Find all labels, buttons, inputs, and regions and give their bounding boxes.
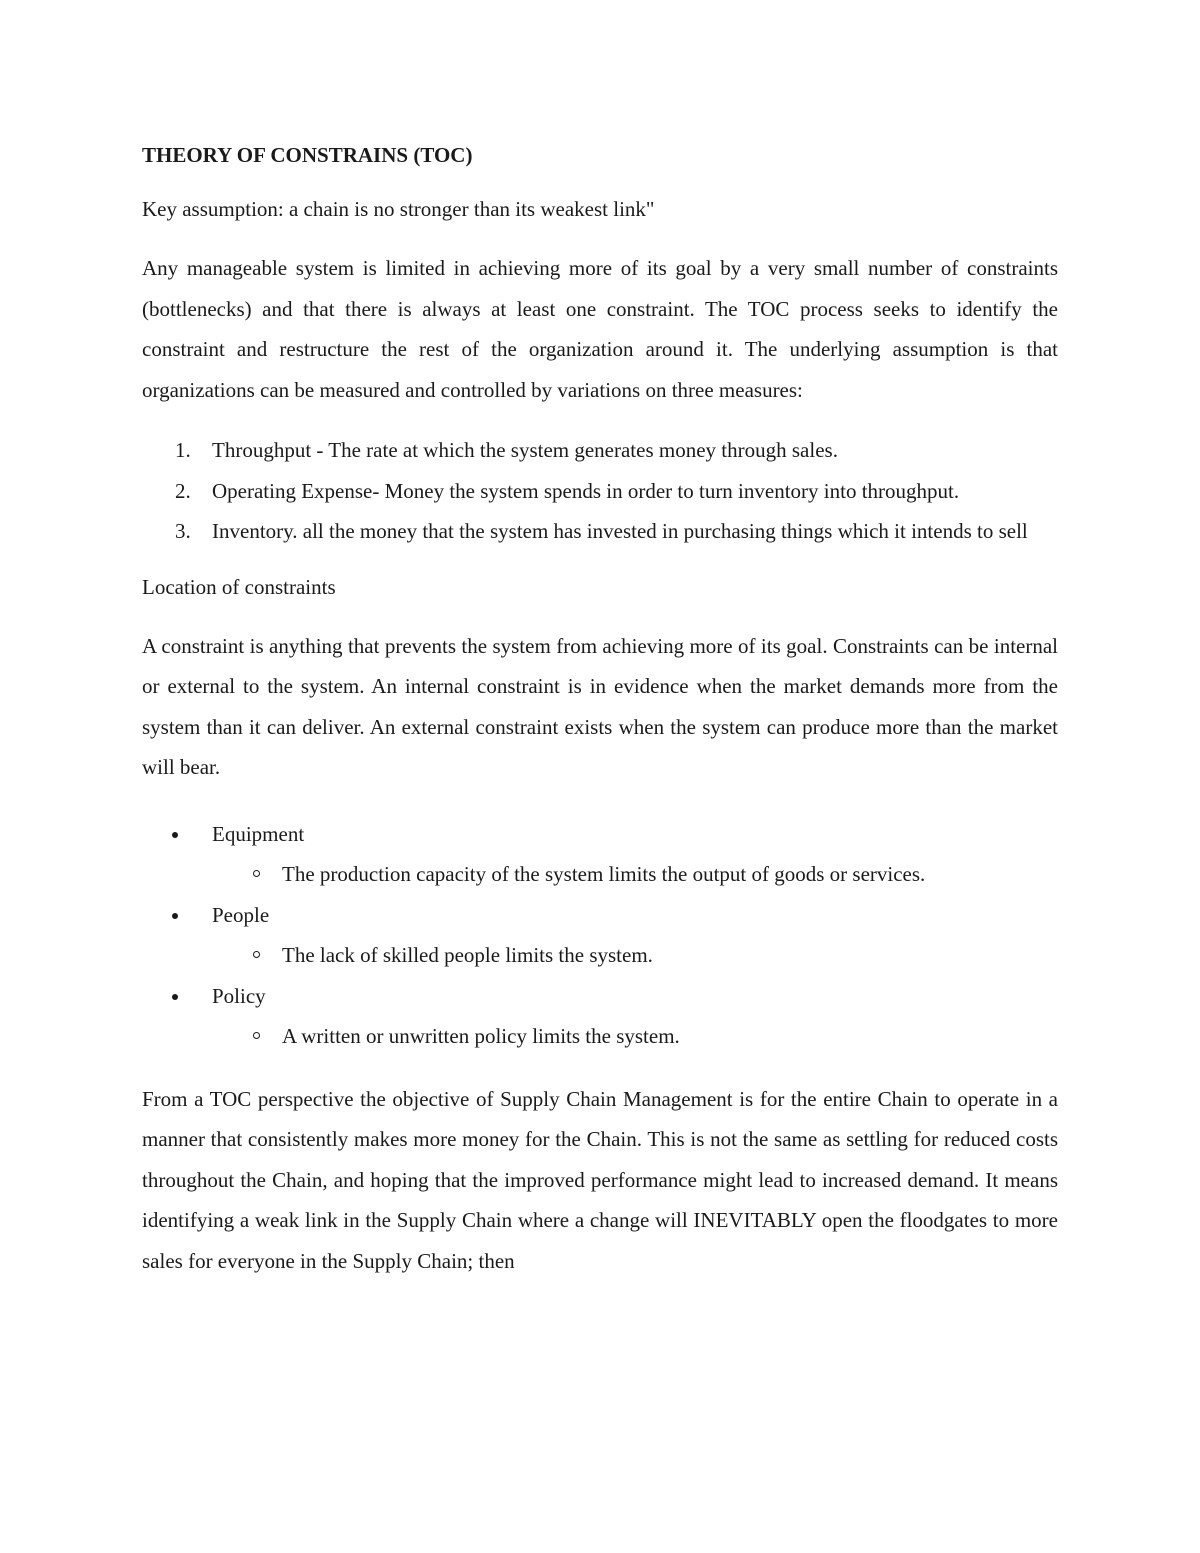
sub-item-text: The lack of skilled people limits the system. [282,943,653,967]
measures-list [142,430,1058,552]
bullet-label: Policy [212,983,266,1008]
sub-list-item [212,1016,1058,1057]
sub-item-text: The production capacity of the system limits the output of goods or services. [282,862,926,886]
sub-list [212,1016,1058,1057]
list-item [142,471,1058,512]
circle-bullet-icon [253,951,260,958]
section-heading: Location of constraints [142,574,336,599]
bullet-icon [172,832,178,838]
bullet-icon [172,994,178,1000]
sub-item-text: A written or unwritten policy limits the system. [282,1024,680,1048]
list-item [142,511,1058,552]
intro-paragraph: Any manageable system is limited in achieving more of its goal by a very small number of constraints (bottlenecks) and that there is always at least one constraint. The TOC process seeks to identify the constraint and restructure the rest of the organization around it. The underlying assumption is that organizations can be measured and controlled by variations on three measures: [142,256,1058,402]
sub-list-item [212,935,1058,976]
sub-list-item [212,854,1058,895]
closing-paragraph: From a TOC perspective the objective of Supply Chain Management is for the entire Chain to operate in a manner that consistently makes more money for the Chain. This is not the same as settling for reduced costs throughout the Chain, and hoping that the improved performance might lead to increased demand. It means identifying a weak link in the Supply Chain where a change will INEVITABLY open the floodgates to more sales for everyone in the Supply Chain; then [142,1086,1058,1273]
list-item-text: Inventory. all the money that the system has invested in purchasing things which it intends to sell [212,519,1028,543]
document-body [142,140,1058,1301]
key-assumption: Key assumption: a chain is no stronger than its weakest link" [142,197,655,221]
bullet-label: People [212,902,270,927]
list-item-text: Operating Expense- Money the system spends in order to turn inventory into throughput. [212,478,960,503]
constraint-types-list [142,814,1058,1057]
list-item [142,430,1058,471]
constraint-paragraph: A constraint is anything that prevents the system from achieving more of its goal. Constraints can be internal or external to the system. An internal constraint is in evidence when the market demands more from the system than it can deliver. An external constraint exists when the system can produce more than the market will bear. [142,633,1058,779]
bullet-label: Equipment [212,821,305,846]
bullet-icon [172,913,178,919]
document-title: THEORY OF CONSTRAINS (TOC) [142,143,473,167]
list-item-text: Throughput - The rate at which the system generates money through sales. [212,438,838,462]
list-number: 1. [175,438,191,462]
sub-list [212,854,1058,895]
list-item [142,814,1058,895]
sub-list [212,935,1058,976]
circle-bullet-icon [253,1032,260,1039]
list-item [142,976,1058,1057]
list-number: 3. [175,519,191,543]
list-item [142,895,1058,976]
list-number: 2. [175,478,191,503]
circle-bullet-icon [253,870,260,877]
